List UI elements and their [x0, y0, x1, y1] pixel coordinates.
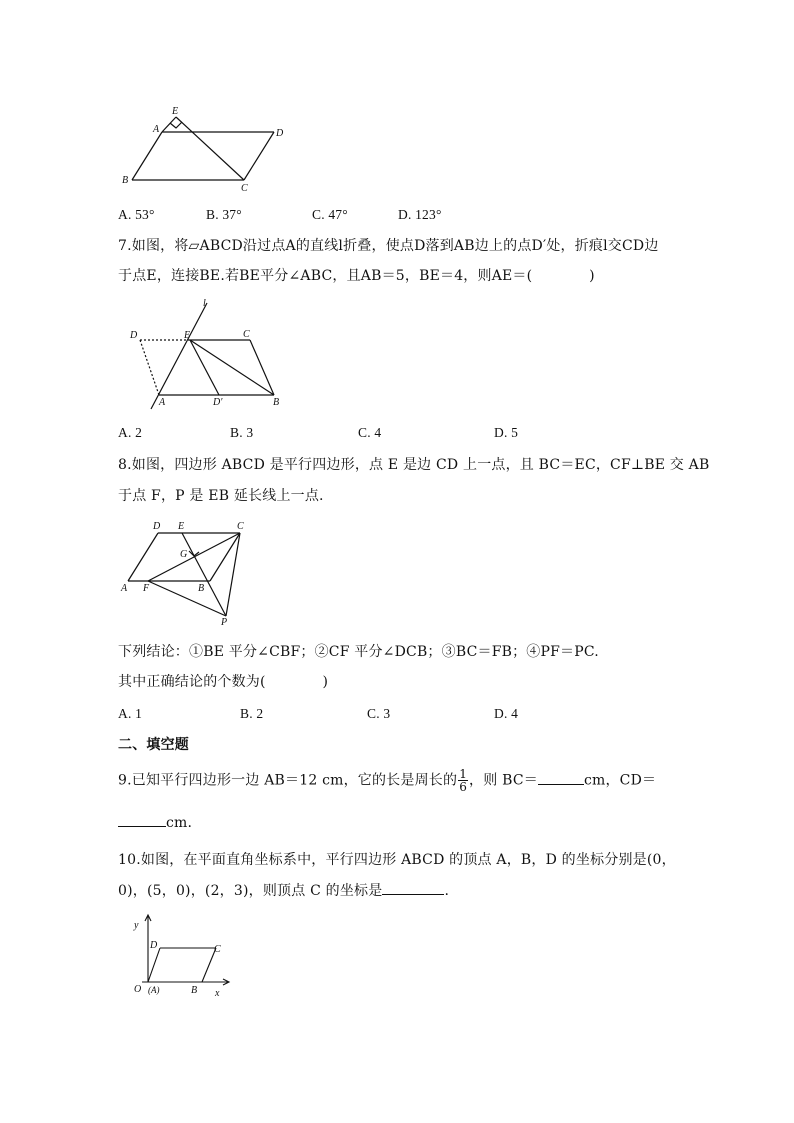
fig10-label-c: C [214, 944, 221, 955]
fig6-label-b: B [122, 175, 129, 186]
q9-text-d: cm. [166, 815, 193, 831]
fig10-label-a: (A) [148, 985, 160, 995]
fig7-label-l: l [203, 298, 206, 309]
q8-conclusions: 下列结论：①BE 平分∠CBF；②CF 平分∠DCB；③BC＝FB；④PF＝PC. [118, 644, 599, 660]
figure-q10 [128, 908, 238, 1000]
q6-option-d[interactable]: D. 123° [398, 207, 442, 222]
section-heading-fill-in: 二、填空题 [118, 737, 189, 753]
q6-option-a[interactable]: A. 53° [118, 207, 155, 222]
q8-option-a[interactable]: A. 1 [118, 706, 143, 721]
fig8-label-b: B [198, 583, 205, 594]
q10-text-line2b: . [444, 883, 450, 899]
q7-option-d[interactable]: D. 5 [494, 425, 519, 440]
fig8-label-d: D [153, 521, 161, 532]
q6-option-c[interactable]: C. 47° [312, 207, 348, 222]
fig10-label-y: y [134, 920, 139, 931]
fig8-label-e: E [178, 521, 185, 532]
fig6-label-a: A [153, 124, 160, 135]
figure-q6 [118, 100, 298, 192]
fig10-label-b: B [191, 985, 198, 996]
fig8-label-f: F [143, 583, 150, 594]
q8-option-c[interactable]: C. 3 [367, 706, 391, 721]
fig7-label-d-prime: D′ [213, 397, 223, 408]
q9-text-a: 9.已知平行四边形一边 AB＝12 cm，它的长是周长的 [118, 772, 458, 789]
q7-option-a[interactable]: A. 2 [118, 425, 143, 440]
fig10-label-x: x [215, 988, 220, 999]
fig8-label-c: C [237, 521, 244, 532]
q7-text-line1: 7.如图，将▱ABCD沿过点A的直线l折叠，使点D落到AB边上的点D′处，折痕l交CD边 [118, 238, 659, 254]
q8-option-d[interactable]: D. 4 [494, 706, 519, 721]
q10-text-line2 [118, 880, 449, 901]
q9-fraction-numerator: 1 [459, 767, 468, 781]
fig8-label-a: A [121, 583, 128, 594]
q9-text-c: cm，CD＝ [583, 772, 657, 789]
q8-option-b[interactable]: B. 2 [240, 706, 264, 721]
q9-blank-bc[interactable] [538, 770, 584, 785]
fig7-label-a: A [159, 397, 166, 408]
fig7-label-b: B [273, 397, 280, 408]
q9-text-b: ，则 BC＝ [469, 772, 538, 789]
q7-option-c[interactable]: C. 4 [358, 425, 382, 440]
fig7-label-e: E [184, 330, 191, 341]
fig6-label-c: C [241, 183, 248, 192]
q9-fraction-denominator: 6 [459, 780, 468, 794]
q7-option-b[interactable]: B. 3 [230, 425, 254, 440]
fig7-label-c: C [243, 329, 250, 340]
q9-text [118, 768, 656, 793]
q9-fraction [458, 768, 468, 793]
q10-blank-c[interactable] [382, 880, 444, 895]
q8-question: 其中正确结论的个数为( ) [118, 674, 329, 690]
fig10-label-o: O [134, 984, 142, 995]
q8-text-line2: 于点 F，P 是 EB 延长线上一点. [118, 488, 324, 504]
q9-blank-cd[interactable] [118, 812, 166, 827]
figure-q7 [124, 295, 294, 415]
q10-text-line2a: 0)，(5，0)，(2，3)，则顶点 C 的坐标是 [118, 883, 383, 899]
figure-q8 [118, 516, 258, 626]
fig8-label-g: G [180, 549, 188, 560]
q7-text-line2: 于点E，连接BE.若BE平分∠ABC，且AB＝5，BE＝4，则AE＝( ) [118, 268, 595, 284]
fig6-label-d: D [276, 128, 284, 139]
fig7-label-d: D [130, 330, 138, 341]
q9-text-line2 [118, 812, 192, 833]
q6-option-b[interactable]: B. 37° [206, 207, 242, 222]
q10-text-line1: 10.如图，在平面直角坐标系中，平行四边形 ABCD 的顶点 A，B，D 的坐标分别是(0， [118, 852, 676, 868]
fig8-label-p: P [221, 617, 228, 626]
fig6-label-e: E [172, 106, 179, 117]
fig10-label-d: D [150, 940, 158, 951]
q8-text-line1: 8.如图，四边形 ABCD 是平行四边形，点 E 是边 CD 上一点，且 BC＝EC，CF⊥BE 交 AB [118, 457, 710, 473]
